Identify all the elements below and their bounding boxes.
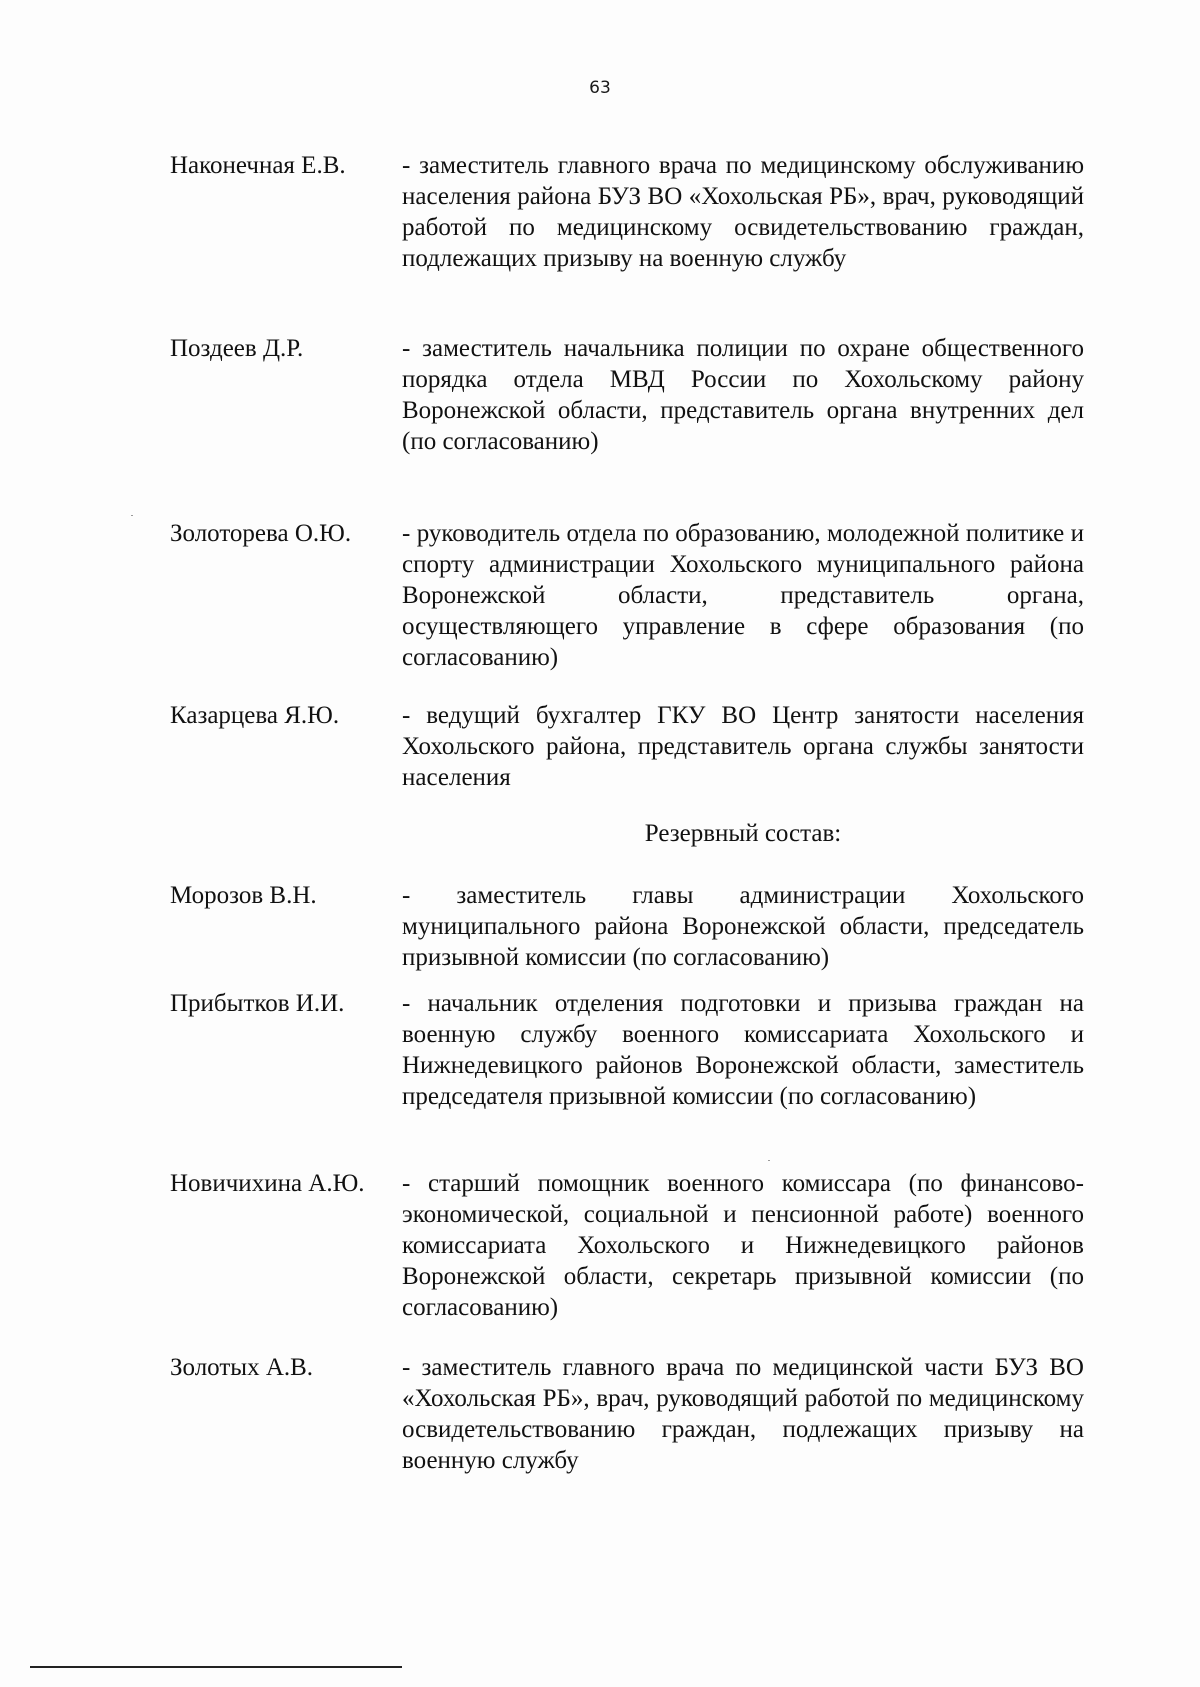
member-description: - заместитель главного врача по медицинскому обслуживанию населения района БУЗ ВО «Хохольская РБ», врач, руководящий работой по медицинскому освидетельствованию граждан, подлежащих призыву на военную службу — [402, 152, 1084, 272]
member-description: - заместитель главного врача по медицинской части БУЗ ВО «Хохольская РБ», врач, руководящий работой по медицинскому освидетельствованию граждан, подлежащих призыву на военную службу — [402, 1354, 1084, 1474]
member-name: Поздеев Д.Р. — [170, 335, 304, 362]
member-name: Новичихина А.Ю. — [170, 1170, 365, 1197]
scan-speck — [131, 515, 133, 516]
member-name: Наконечная Е.В. — [170, 152, 346, 179]
member-description: - заместитель начальника полиции по охране общественного порядка отдела МВД России по Хохольскому району Воронежской области, представитель органа внутренних дел (по согласованию) — [402, 335, 1084, 455]
footnote-rule — [30, 1666, 402, 1668]
member-name: Казарцева Я.Ю. — [170, 702, 340, 729]
member-name: Морозов В.Н. — [170, 882, 317, 909]
member-description: - заместитель главы администрации Хохольского муниципального района Воронежской области, председатель призывной комиссии (по согласованию) — [402, 882, 1084, 971]
member-description: - старший помощник военного комиссара (по финансово-экономической, социальной и пенсионной работе) военного комиссариата Хохольского и Нижнедевицкого районов Воронежской области, секретарь призывной комиссии (по согласованию) — [402, 1170, 1084, 1321]
scan-speck — [768, 1160, 770, 1161]
page-number: 63 — [589, 78, 611, 98]
member-name: Золоторева О.Ю. — [170, 520, 352, 547]
member-name: Золотых А.В. — [170, 1354, 314, 1381]
member-name: Прибытков И.И. — [170, 990, 345, 1017]
member-description: - ведущий бухгалтер ГКУ ВО Центр занятости населения Хохольского района, представитель органа службы занятости населения — [402, 702, 1084, 791]
member-description: - начальник отделения подготовки и призыва граждан на военную службу военного комиссариата Хохольского и Нижнедевицкого районов Воронежской области, заместитель председателя призывной комиссии (по согласованию) — [402, 990, 1084, 1110]
member-description: - руководитель отдела по образованию, молодежной политике и спорту администрации Хохольского муниципального района Воронежской области, представитель органа, осуществляющего управление в сфере образования (по согласованию) — [402, 520, 1084, 671]
reserve-heading: Резервный состав: — [644, 820, 842, 847]
